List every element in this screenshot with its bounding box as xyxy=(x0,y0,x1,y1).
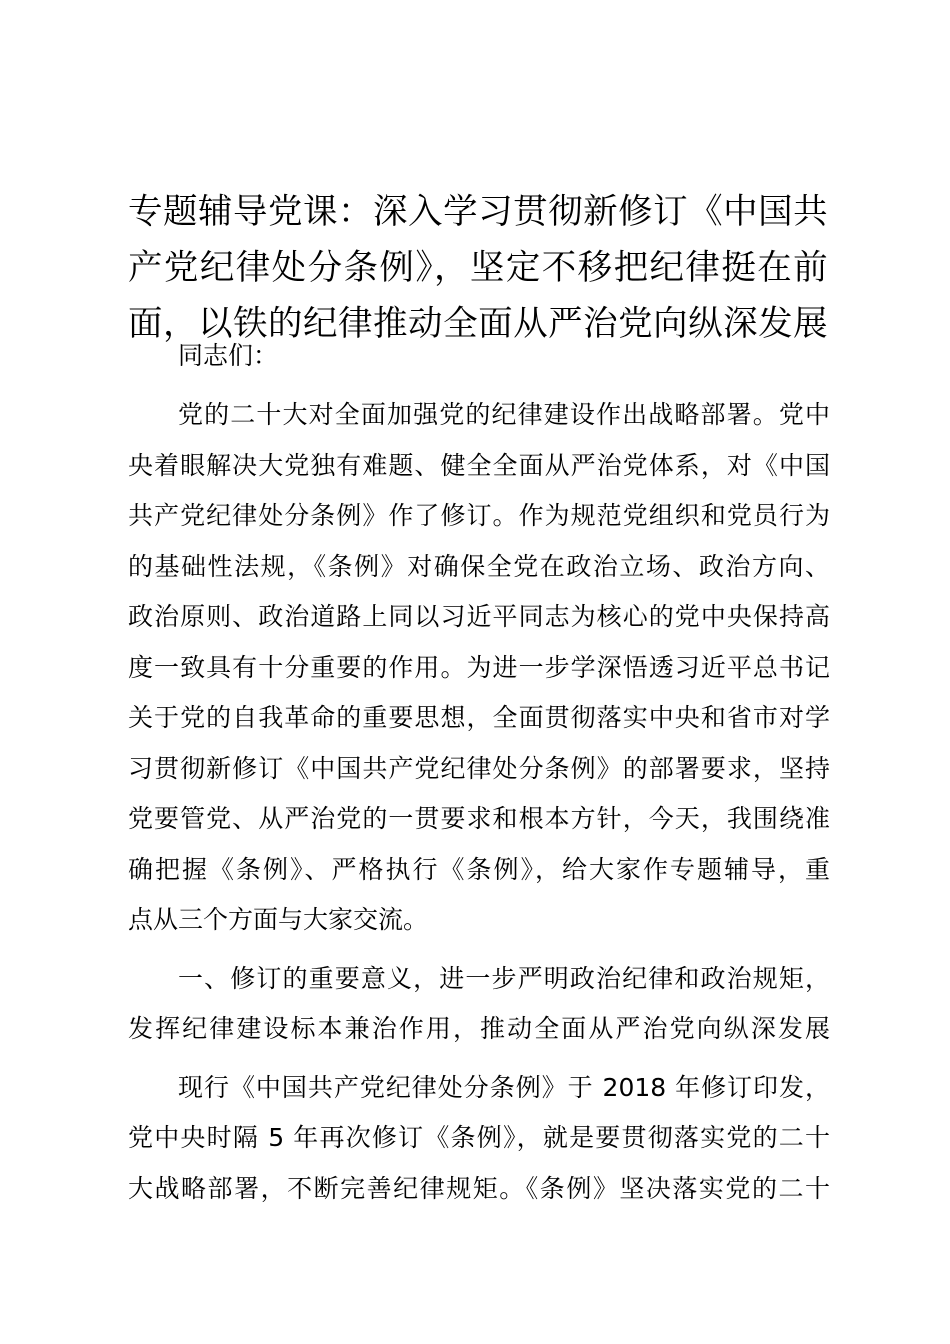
salutation: 同志们： xyxy=(178,341,279,370)
title-line: 专题辅导党课：深入学习贯彻新修订《中国共 xyxy=(128,192,828,232)
paragraph-line: 发挥纪律建设标本兼治作用，推动全面从严治党向纵深发展 xyxy=(128,1014,830,1043)
paragraph-line: 大战略部署，不断完善纪律规矩。《条例》坚决落实党的二十 xyxy=(128,1173,830,1203)
paragraph-line: 政治原则、政治道路上同以习近平同志为核心的党中央保持高 xyxy=(128,602,830,631)
paragraph-line: 央着眼解决大党独有难题、健全全面从严治党体系，对《中国 xyxy=(128,450,830,480)
paragraph-line: 现行《中国共产党纪律处分条例》于 2018 年修订印发， xyxy=(178,1072,830,1102)
paragraph-line: 确把握《条例》、严格执行《条例》，给大家作专题辅导，重 xyxy=(128,854,830,884)
paragraph-line: 共产党纪律处分条例》作了修订。作为规范党组织和党员行为 xyxy=(128,501,830,530)
paragraph-line: 党中央时隔 5 年再次修订《条例》，就是要贯彻落实党的二十 xyxy=(128,1123,830,1152)
paragraph-section-1 xyxy=(128,1063,830,1215)
paragraph-line: 关于党的自我革命的重要思想，全面贯彻落实中央和省市对学 xyxy=(128,703,830,732)
paragraph-line: 一、修订的重要意义，进一步严明政治纪律和政治规矩， xyxy=(178,963,830,993)
paragraph-line: 习贯彻新修订《中国共产党纪律处分条例》的部署要求，坚持 xyxy=(128,753,830,783)
title-line: 产党纪律处分条例》，坚定不移把纪律挺在前 xyxy=(128,248,828,288)
paragraph-line: 党的二十大对全面加强党的纪律建设作出战略部署。党中 xyxy=(178,400,830,429)
document-title xyxy=(128,184,828,352)
paragraph-line: 党要管党、从严治党的一贯要求和根本方针，今天，我围绕准 xyxy=(128,804,830,833)
title-line: 面，以铁的纪律推动全面从严治党向纵深发展 xyxy=(128,304,828,344)
paragraph-intro xyxy=(128,390,830,946)
document-body xyxy=(128,338,830,1214)
paragraph-line: 度一致具有十分重要的作用。为进一步学深悟透习近平总书记 xyxy=(128,652,830,682)
section-heading-1 xyxy=(128,954,830,1055)
paragraph-line: 点从三个方面与大家交流。 xyxy=(128,905,429,934)
paragraph-line: 的基础性法规，《条例》对确保全党在政治立场、政治方向、 xyxy=(128,551,830,581)
